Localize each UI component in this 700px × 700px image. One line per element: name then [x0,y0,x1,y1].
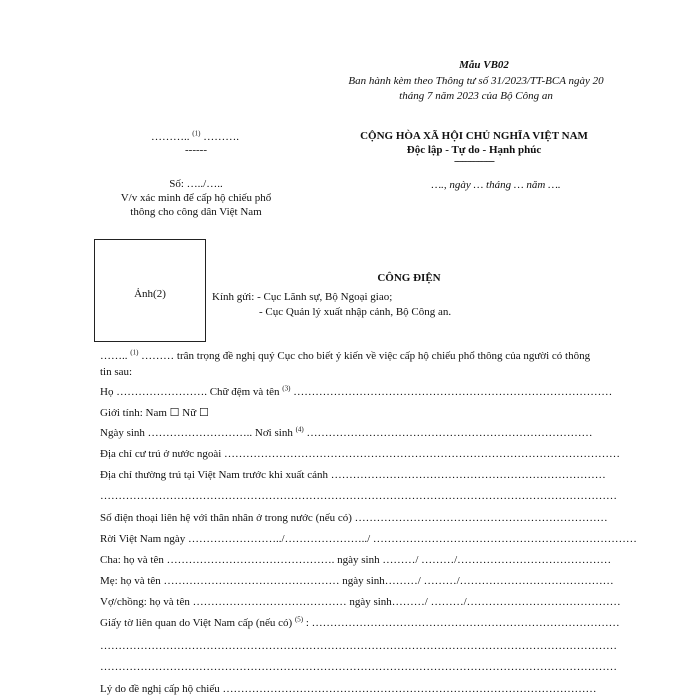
field-full-name-dots: …………………………………………………………………………… [293,386,613,398]
field-father: Cha: họ và tên ………………………………………. ngày sinh ………/ ………/…………………………………… [100,554,612,566]
field-foreign-address: Địa chỉ cư trú ở nước ngoài ……………………………………………………………………………………………… [100,448,621,460]
field-mother: Mẹ: họ và tên ………………………………………… ngày sinh………/ ………/…………………………………… [100,575,614,587]
field-phone: Số điện thoại liên hệ với thân nhân ở trong nước (nếu có) …………………………………………………………… [100,512,608,524]
subject-line-1: V/v xác minh để cấp hộ chiếu phổ [120,192,272,204]
field-documents-label: Giấy tờ liên quan do Việt Nam cấp (nếu có) [100,617,293,629]
field-spouse: Vợ/chồng: họ và tên …………………………………… ngày sinh………/ ………/…………………………………… [100,596,621,608]
field-documents-cont-1: …………………………………………………………………………………………………………………………… [100,640,617,652]
intro-line-1 [100,348,591,362]
field-birth [100,425,593,439]
photo-label: Ảnh(2) [134,288,166,300]
national-underline: --------------- [454,155,494,167]
field-gender: Giới tính: Nam ☐ Nữ ☐ [100,407,209,419]
intro-prefix: …….. [100,350,128,362]
agency-name-note: (1) [192,129,201,138]
intro-line-2: tin sau: [100,366,133,378]
photo-box [94,239,206,342]
field-documents [100,615,620,629]
issued-line-2: tháng 7 năm 2023 của Bộ Công an [399,90,553,102]
document-date: …., ngày … tháng … năm …. [431,179,561,191]
recipient-line-2: - Cục Quản lý xuất nhập cảnh, Bộ Công an. [259,306,452,318]
intro-note: (1) [130,348,139,357]
recipient-line-1: Kính gửi: - Cục Lãnh sự, Bộ Ngoại giao; [212,291,393,303]
field-documents-cont-2: …………………………………………………………………………………………………………………………… [100,661,617,673]
document-title: CÔNG ĐIỆN [377,272,441,284]
field-vietnam-address: Địa chỉ thường trú tại Việt Nam trước khi xuất cảnh ………………………………………………………………… [100,469,606,481]
field-departure-date: Rời Việt Nam ngày ……………………../…………………../ ……………………………………………………………… [100,533,637,545]
field-full-name-label: Họ ……………………. Chữ đệm và tên [100,386,280,398]
subject-line-2: thông cho công dân Việt Nam [130,206,262,218]
field-birth-note: (4) [295,425,304,434]
national-title: CỘNG HÒA XÃ HỘI CHỦ NGHĨA VIỆT NAM [360,130,588,142]
agency-name-prefix: ……….. [151,131,190,143]
field-full-name-note: (3) [282,384,291,393]
field-documents-dots: : ………………………………………………………………………… [305,617,620,629]
agency-underline: ------ [185,144,207,156]
agency-name [151,131,239,143]
form-code: Mẫu VB02 [459,59,509,71]
field-birth-dots: …………………………………………………………………… [306,427,593,439]
intro-text: ……… trân trọng đề nghị quý Cục cho biết ý kiến về việc cấp hộ chiếu phổ thông của người có thông [141,350,591,362]
field-reason: Lý do đề nghị cấp hộ chiếu ………………………………………………………………………………………… [100,683,597,695]
issued-line-1: Ban hành kèm theo Thông tư số 31/2023/TT-BCA ngày 20 [348,75,604,87]
field-documents-note: (5) [294,615,304,624]
field-birth-label: Ngày sinh ……………………….. Nơi sinh [100,427,293,439]
agency-name-suffix: ………. [203,131,239,143]
field-vietnam-address-cont: …………………………………………………………………………………………………………………………… [100,490,617,502]
national-motto: Độc lập - Tự do - Hạnh phúc [406,144,542,156]
field-full-name [100,384,613,398]
document-number: Số: …../….. [169,178,223,190]
